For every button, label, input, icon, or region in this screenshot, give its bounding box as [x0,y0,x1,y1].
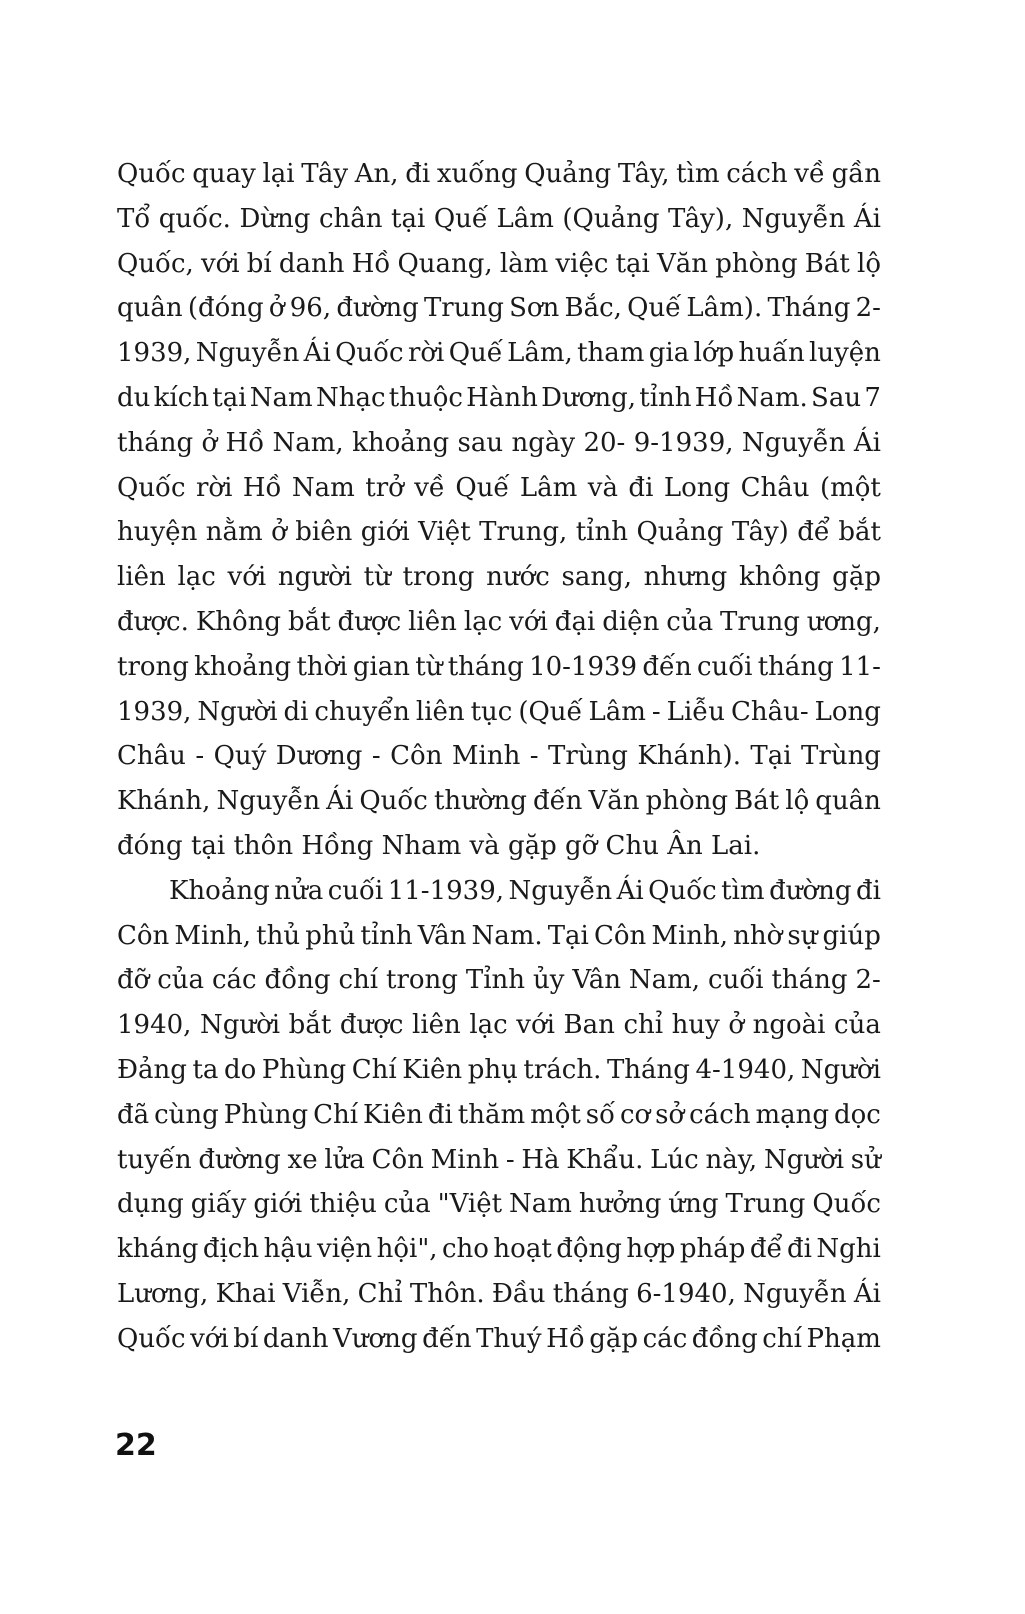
text-line: Tổ quốc. Dừng chân tại Quế Lâm (Quảng Tây), Nguyễn Ái [117,203,881,234]
text-line: Khoảng nửa cuối 11-1939, Nguyễn Ái Quốc tìm đường đi [169,875,881,906]
text-line: Khánh, Nguyễn Ái Quốc thường đến Văn phòng Bát lộ quân [117,786,881,817]
text-line: đã cùng Phùng Chí Kiên đi thăm một số cơ sở cách mạng dọc [117,1099,881,1130]
text-line: đỡ của các đồng chí trong Tỉnh ủy Vân Nam, cuối tháng 2- [117,965,881,996]
body-text [117,152,881,1362]
text-line: dụng giấy giới thiệu của "Việt Nam hưởng ứng Trung Quốc [117,1189,881,1220]
text-line: 1939, Người di chuyển liên tục (Quế Lâm - Liễu Châu- Long [117,696,881,727]
text-line: tuyến đường xe lửa Côn Minh - Hà Khẩu. Lúc này, Người sử [117,1144,881,1175]
text-line: kháng địch hậu viện hội", cho hoạt động hợp pháp để đi Nghi [117,1234,881,1265]
text-line: Quốc với bí danh Vương đến Thuý Hồ gặp các đồng chí Phạm [117,1323,881,1354]
text-line: Châu - Quý Dương - Côn Minh - Trùng Khánh). Tại Trùng [117,741,881,772]
page-number: 22 [115,1428,157,1463]
text-line: huyện nằm ở biên giới Việt Trung, tỉnh Quảng Tây) để bắt [117,517,881,548]
text-line: đóng tại thôn Hồng Nham và gặp gỡ Chu Ân Lai. [117,830,761,861]
text-line: Quốc quay lại Tây An, đi xuống Quảng Tây, tìm cách về gần [117,159,881,189]
text-line: 1939, Nguyễn Ái Quốc rời Quế Lâm, tham gia lớp huấn luyện [117,338,881,369]
text-line: liên lạc với người từ trong nước sang, nhưng không gặp [117,562,881,593]
text-line: du kích tại Nam Nhạc thuộc Hành Dương, tỉnh Hồ Nam. Sau 7 [117,382,881,413]
text-line: Lương, Khai Viễn, Chỉ Thôn. Đầu tháng 6-1940, Nguyễn Ái [117,1278,881,1309]
text-line: Côn Minh, thủ phủ tỉnh Vân Nam. Tại Côn Minh, nhờ sự giúp [117,920,881,951]
paragraph [117,869,881,1362]
text-line: Quốc, với bí danh Hồ Quang, làm việc tại Văn phòng Bát lộ [117,248,881,279]
text-line: được. Không bắt được liên lạc với đại diện của Trung ương, [117,606,881,637]
text-line: 1940, Người bắt được liên lạc với Ban chỉ huy ở ngoài của [117,1010,881,1041]
text-line: quân (đóng ở 96, đường Trung Sơn Bắc, Quế Lâm). Tháng 2- [117,293,881,324]
text-line: tháng ở Hồ Nam, khoảng sau ngày 20- 9-1939, Nguyễn Ái [117,427,881,458]
paragraph [117,152,881,869]
text-line: trong khoảng thời gian từ tháng 10-1939 đến cuối tháng 11- [117,651,881,682]
text-line: Quốc rời Hồ Nam trở về Quế Lâm và đi Long Châu (một [117,472,881,503]
text-line: Đảng ta do Phùng Chí Kiên phụ trách. Tháng 4-1940, Người [117,1054,881,1085]
